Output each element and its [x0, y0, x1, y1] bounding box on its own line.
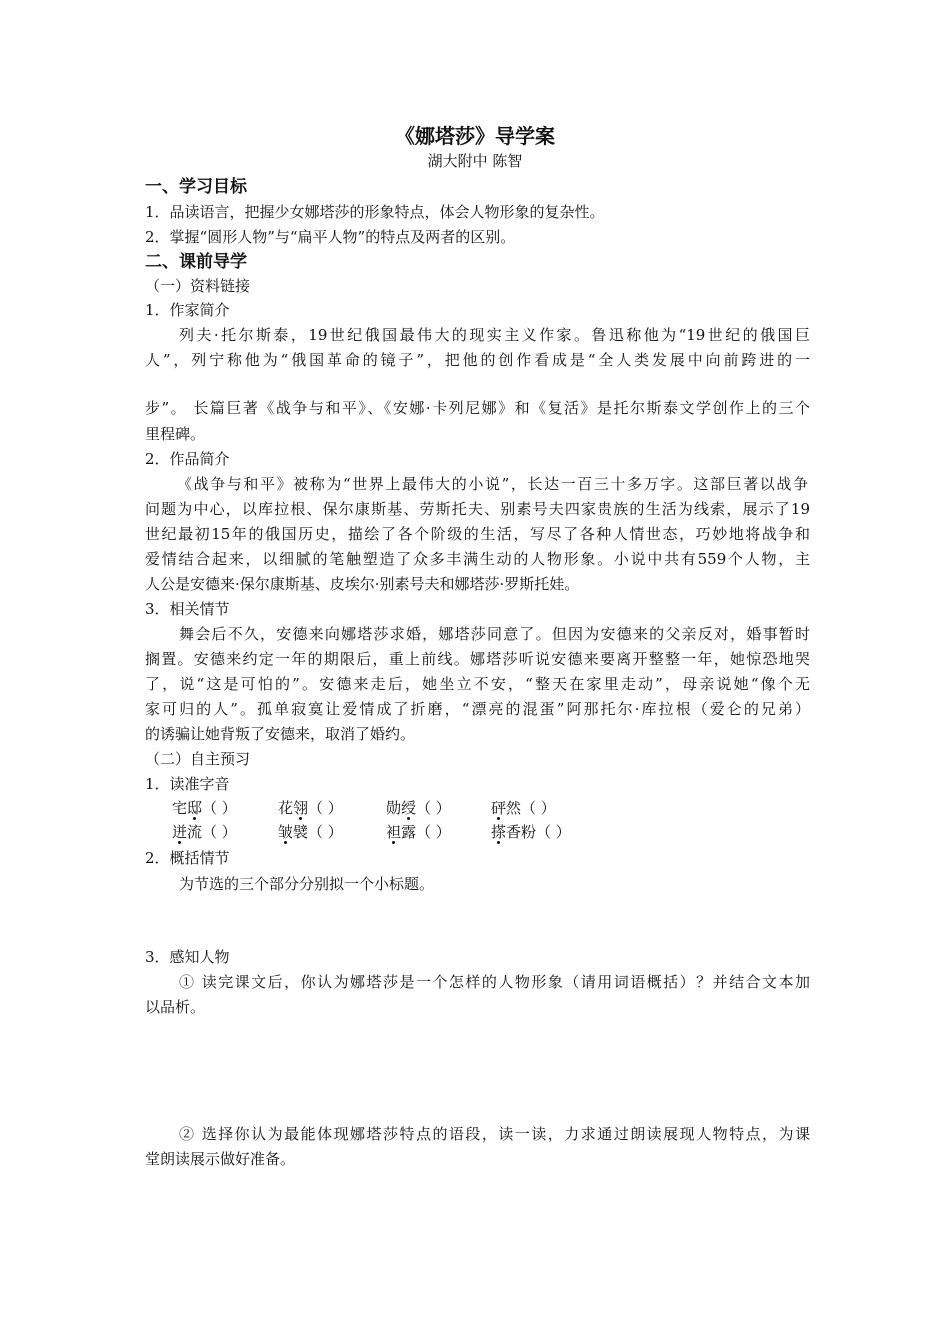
label-work-intro: 2．作品简介 — [145, 450, 230, 468]
question-line: ② 选择你认为最能体现娜塔莎特点的语段，读一读，力求通过朗读展现人物特点，为课 — [179, 1125, 810, 1143]
doc-author: 湖大附中 陈智 — [427, 152, 523, 170]
question-line: 堂朗读展示做好准备。 — [145, 1150, 296, 1168]
label-author-intro: 1．作家简介 — [145, 301, 230, 319]
section-heading-preview: 二、课前导学 — [145, 252, 247, 272]
pinyin-item: 花翎（ ） — [278, 799, 343, 817]
label-summarize-plot: 2．概括情节 — [145, 849, 230, 867]
paragraph-line: 《战争与和平》被称为“世界上最伟大的小说”，长达一百三十多万字。这部巨著以战争 — [177, 475, 808, 493]
pinyin-item: 搽香粉（ ） — [491, 823, 571, 841]
goal-item-2: 2．掌握“圆形人物”与“扁平人物”的特点及两者的区别。 — [145, 228, 516, 246]
label-perceive-character: 3．感知人物 — [145, 948, 230, 966]
paragraph-line: 的诱骗让她背叛了安德来，取消了婚约。 — [145, 725, 416, 743]
pinyin-item: 勋绶（ ） — [386, 799, 451, 817]
paragraph-line: 家可归的人”。孤单寂寞让爱情成了折磨，“漂亮的混蛋”阿那托尔·库拉根（爱仑的兄弟） — [145, 700, 810, 718]
paragraph-line: 世纪最初15年的俄国历史，描绘了各个阶级的生活，写尽了各种人情世态，巧妙地将战争和 — [145, 525, 810, 543]
subsection-materials: （一）资料链接 — [145, 277, 251, 295]
paragraph-line: 搁置。安德来约定一年的期限后，重上前线。娜塔莎听说安德来要离开整整一年，她惊恐地哭 — [145, 650, 810, 668]
paragraph-line: 爱情结合起来，以细腻的笔触塑造了众多丰满生动的人物形象。小说中共有559个人物，主 — [145, 550, 810, 568]
paragraph-line: 了，说“这是可怕的”。安德来走后，她坐立不安，“整天在家里走动”，母亲说她“像个无 — [145, 675, 810, 693]
section-heading-goals: 一、学习目标 — [145, 177, 247, 197]
paragraph-line: 人公是安德来·保尔康斯基、皮埃尔·别素号夫和娜塔莎·罗斯托娃。 — [145, 575, 580, 593]
paragraph-line: 步”。 长篇巨著《战争与和平》、《安娜·卡列尼娜》和《复活》是托尔斯泰文学创作上的三个 — [145, 399, 810, 417]
pinyin-item: 皱襞（ ） — [278, 823, 343, 841]
pinyin-item: 迸流（ ） — [172, 823, 237, 841]
paragraph-line: 里程碑。 — [145, 425, 206, 443]
task-text: 为节选的三个部分分别拟一个小标题。 — [179, 875, 435, 893]
doc-title: 《娜塔莎》导学案 — [395, 124, 555, 148]
paragraph-line: 人”，列宁称他为“俄国革命的镜子”，把他的创作看成是“全人类发展中向前跨进的一 — [145, 351, 810, 369]
pinyin-item: 袒露（ ） — [386, 823, 451, 841]
pinyin-item: 砰然（ ） — [491, 799, 556, 817]
paragraph-line: 问题为中心，以库拉根、保尔康斯基、劳斯托夫、别素号夫四家贵族的生活为线索，展示了19 — [145, 500, 810, 518]
pinyin-item: 宅邸（ ） — [172, 799, 237, 817]
label-pronunciation: 1．读准字音 — [145, 775, 230, 793]
label-plot: 3．相关情节 — [145, 600, 230, 618]
goal-item-1: 1．品读语言，把握少女娜塔莎的形象特点，体会人物形象的复杂性。 — [145, 203, 605, 221]
subsection-self-study: （二）自主预习 — [145, 750, 251, 768]
paragraph-line: 列夫·托尔斯泰，19世纪俄国最伟大的现实主义作家。鲁迅称他为“19世纪的俄国巨 — [179, 326, 810, 344]
question-line: 以品析。 — [145, 998, 206, 1016]
question-line: ① 读完课文后，你认为娜塔莎是一个怎样的人物形象（请用词语概括）？并结合文本加 — [179, 973, 810, 991]
paragraph-line: 舞会后不久，安德来向娜塔莎求婚，娜塔莎同意了。但因为安德来的父亲反对，婚事暂时 — [179, 625, 810, 643]
